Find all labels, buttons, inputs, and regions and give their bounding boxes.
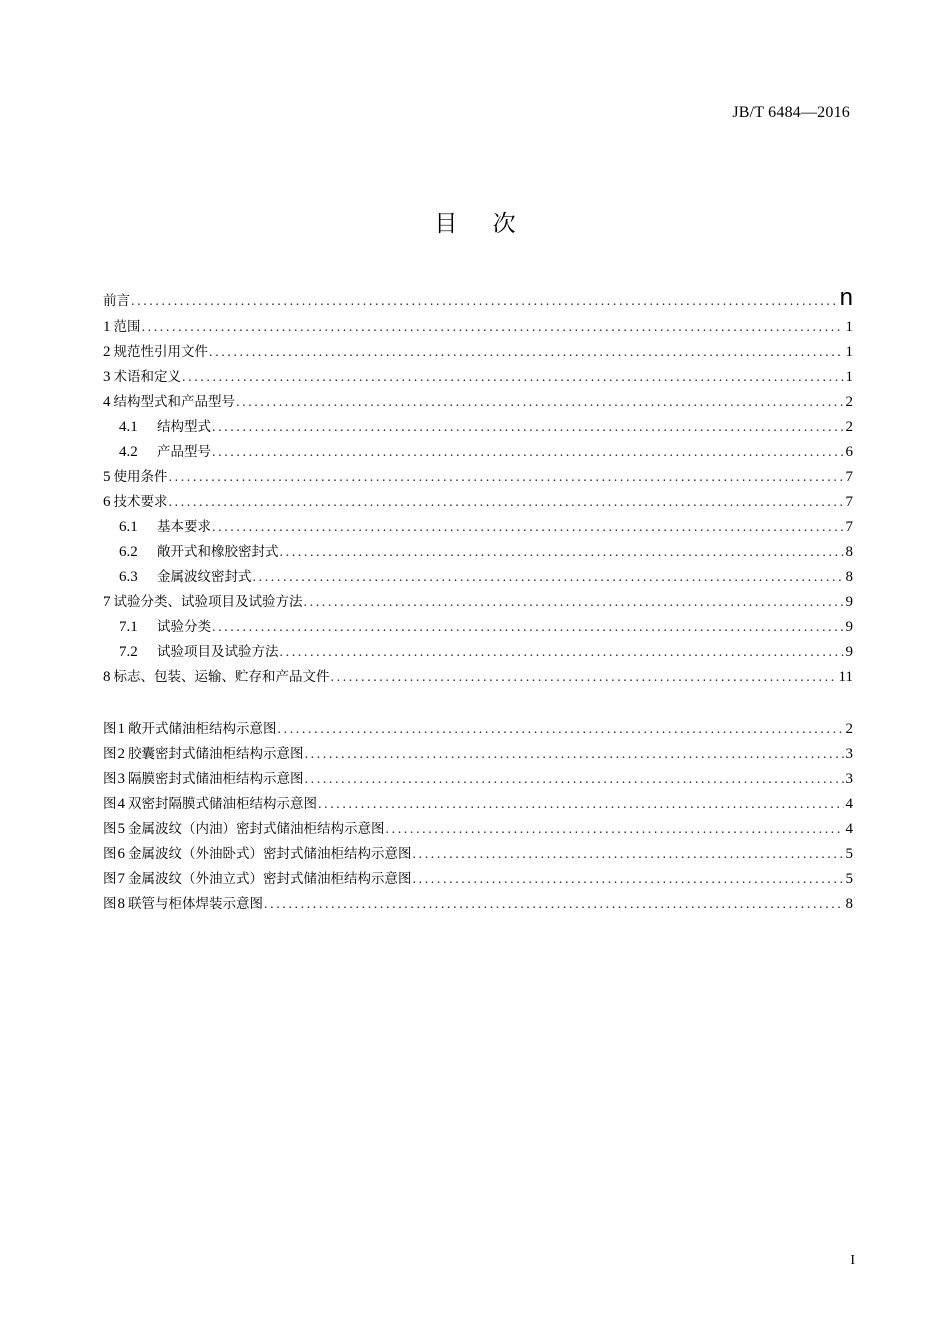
toc-entry-title: 使用条件 xyxy=(113,469,168,485)
toc-entry-page: 7 xyxy=(845,519,853,535)
dot-leader xyxy=(280,540,844,565)
dot-leader xyxy=(413,842,844,867)
figure-title: 敞开式储油柜结构示意图 xyxy=(128,721,277,737)
dot-leader xyxy=(209,340,844,365)
figure-number: 8 xyxy=(117,896,125,912)
figure-number: 3 xyxy=(117,771,125,787)
toc-entry-title: 结构型式和产品型号 xyxy=(113,394,235,410)
toc-section-entry[interactable] xyxy=(103,315,853,340)
toc-entry-page: 1 xyxy=(845,344,853,360)
toc-entry-page: 9 xyxy=(845,619,853,635)
toc-entry-number: 2 xyxy=(103,344,111,360)
figure-number: 1 xyxy=(117,721,125,737)
figure-title: 金属波纹（外油卧式）密封式储油柜结构示意图 xyxy=(128,846,412,862)
dot-leader xyxy=(212,440,844,465)
toc-subsection-entry[interactable] xyxy=(103,640,853,665)
figure-prefix: 图 xyxy=(103,771,117,787)
figure-title: 隔膜密封式储油柜结构示意图 xyxy=(128,771,304,787)
dot-leader xyxy=(304,590,844,615)
figure-page: 3 xyxy=(845,746,853,762)
toc-entry-number: 6.3 xyxy=(119,569,138,585)
dot-leader xyxy=(169,465,844,490)
dot-leader xyxy=(212,515,844,540)
figure-list-entry[interactable] xyxy=(103,792,853,817)
dot-leader xyxy=(305,742,844,767)
dot-leader xyxy=(305,767,844,792)
dot-leader xyxy=(278,717,844,742)
toc-entry-page: 8 xyxy=(845,544,853,560)
toc-entry-number: 1 xyxy=(103,319,111,335)
dot-leader xyxy=(212,615,844,640)
toc-entry-number: 8 xyxy=(103,669,111,685)
figure-number: 2 xyxy=(117,746,125,762)
dot-leader xyxy=(280,640,844,665)
toc-entry-page: n xyxy=(839,284,853,311)
figure-prefix: 图 xyxy=(103,821,117,837)
toc-entry-page: 2 xyxy=(845,394,853,410)
list-of-figures xyxy=(103,717,853,917)
document-code: JB/T 6484—2016 xyxy=(732,104,850,121)
figure-page: 3 xyxy=(845,771,853,787)
toc-entry-page: 9 xyxy=(845,644,853,660)
toc-entry-page: 6 xyxy=(845,444,853,460)
dot-leader xyxy=(131,288,838,316)
toc-entry-title: 试验分类 xyxy=(157,619,211,635)
toc-entry-number: 4.1 xyxy=(119,419,138,435)
toc-entry-title: 结构型式 xyxy=(157,419,211,435)
figure-page: 4 xyxy=(845,796,853,812)
figure-page: 4 xyxy=(845,821,853,837)
toc-entry-page: 2 xyxy=(845,419,853,435)
dot-leader xyxy=(253,565,844,590)
figure-title: 胶囊密封式储油柜结构示意图 xyxy=(128,746,304,762)
toc-subsection-entry[interactable] xyxy=(103,540,853,565)
figure-prefix: 图 xyxy=(103,871,117,887)
toc-entry-title: 术语和定义 xyxy=(113,369,181,385)
figure-title: 金属波纹（外油立式）密封式储油柜结构示意图 xyxy=(128,871,412,887)
toc-entry-title: 产品型号 xyxy=(157,444,211,460)
figure-page: 5 xyxy=(845,871,853,887)
figure-page: 5 xyxy=(845,846,853,862)
figure-list-entry[interactable] xyxy=(103,892,853,917)
dot-leader xyxy=(386,817,844,842)
toc-subsection-entry[interactable] xyxy=(103,415,853,440)
figure-title: 联管与柜体焊装示意图 xyxy=(128,896,263,912)
toc-entry-title: 技术要求 xyxy=(113,494,168,510)
table-of-contents xyxy=(103,284,853,690)
toc-entry-title: 试验分类、试验项目及试验方法 xyxy=(113,594,303,610)
toc-entry-title: 范围 xyxy=(113,319,141,335)
toc-entry-title: 前言 xyxy=(103,293,130,309)
figure-prefix: 图 xyxy=(103,896,117,912)
dot-leader xyxy=(413,867,844,892)
dot-leader xyxy=(182,365,844,390)
toc-section-entry[interactable] xyxy=(103,665,853,690)
toc-section-entry[interactable] xyxy=(103,490,853,515)
toc-section-entry[interactable] xyxy=(103,365,853,390)
toc-entry-number: 7.2 xyxy=(119,644,138,660)
figure-number: 5 xyxy=(117,821,125,837)
figure-prefix: 图 xyxy=(103,796,117,812)
toc-entry-number: 6.1 xyxy=(119,519,138,535)
toc-entry-title: 规范性引用文件 xyxy=(113,344,208,360)
figure-page: 2 xyxy=(845,721,853,737)
toc-entry-number: 7 xyxy=(103,594,111,610)
toc-entry-page: 7 xyxy=(845,494,853,510)
toc-entry-title: 试验项目及试验方法 xyxy=(157,644,279,660)
toc-entry-number: 7.1 xyxy=(119,619,138,635)
figure-prefix: 图 xyxy=(103,846,117,862)
toc-entry-title: 标志、包装、运输、贮存和产品文件 xyxy=(113,669,330,685)
figure-prefix: 图 xyxy=(103,721,117,737)
dot-leader xyxy=(212,415,844,440)
dot-leader xyxy=(142,315,844,340)
toc-entry-number: 6.2 xyxy=(119,544,138,560)
figure-page: 8 xyxy=(845,896,853,912)
figure-number: 4 xyxy=(117,796,125,812)
figure-number: 7 xyxy=(117,871,125,887)
dot-leader xyxy=(236,390,844,415)
toc-section-entry[interactable] xyxy=(103,465,853,490)
figure-list-entry[interactable] xyxy=(103,817,853,842)
figure-list-entry[interactable] xyxy=(103,867,853,892)
page-title: 目 次 xyxy=(434,211,530,237)
toc-subsection-entry[interactable] xyxy=(103,440,853,465)
figure-title: 双密封隔膜式储油柜结构示意图 xyxy=(128,796,317,812)
figure-list-entry[interactable] xyxy=(103,742,853,767)
dot-leader xyxy=(331,665,837,690)
toc-section-entry[interactable] xyxy=(103,340,853,365)
toc-entry-page: 11 xyxy=(838,669,853,685)
toc-entry-page: 1 xyxy=(845,319,853,335)
toc-entry-page: 7 xyxy=(845,469,853,485)
toc-entry-title: 基本要求 xyxy=(157,519,211,535)
toc-entry-title: 敞开式和橡胶密封式 xyxy=(157,544,279,560)
figure-list-entry[interactable] xyxy=(103,717,853,742)
figure-title: 金属波纹（内油）密封式储油柜结构示意图 xyxy=(128,821,385,837)
page-number: I xyxy=(850,1253,855,1268)
dot-leader xyxy=(264,892,844,917)
toc-subsection-entry[interactable] xyxy=(103,515,853,540)
toc-entry-page: 8 xyxy=(845,569,853,585)
toc-entry-number: 4.2 xyxy=(119,444,138,460)
toc-entry-title: 金属波纹密封式 xyxy=(157,569,252,585)
toc-subsection-entry[interactable] xyxy=(103,615,853,640)
figure-list-entry[interactable] xyxy=(103,767,853,792)
figure-prefix: 图 xyxy=(103,746,117,762)
figure-list-entry[interactable] xyxy=(103,842,853,867)
toc-section-entry[interactable] xyxy=(103,284,853,315)
dot-leader xyxy=(169,490,844,515)
toc-entry-number: 6 xyxy=(103,494,111,510)
toc-entry-page: 9 xyxy=(845,594,853,610)
dot-leader xyxy=(318,792,844,817)
toc-entry-number: 5 xyxy=(103,469,111,485)
toc-subsection-entry[interactable] xyxy=(103,565,853,590)
toc-section-entry[interactable] xyxy=(103,390,853,415)
toc-section-entry[interactable] xyxy=(103,590,853,615)
figure-number: 6 xyxy=(117,846,125,862)
toc-entry-page: 1 xyxy=(845,369,853,385)
toc-entry-number: 4 xyxy=(103,394,111,410)
toc-entry-number: 3 xyxy=(103,369,111,385)
